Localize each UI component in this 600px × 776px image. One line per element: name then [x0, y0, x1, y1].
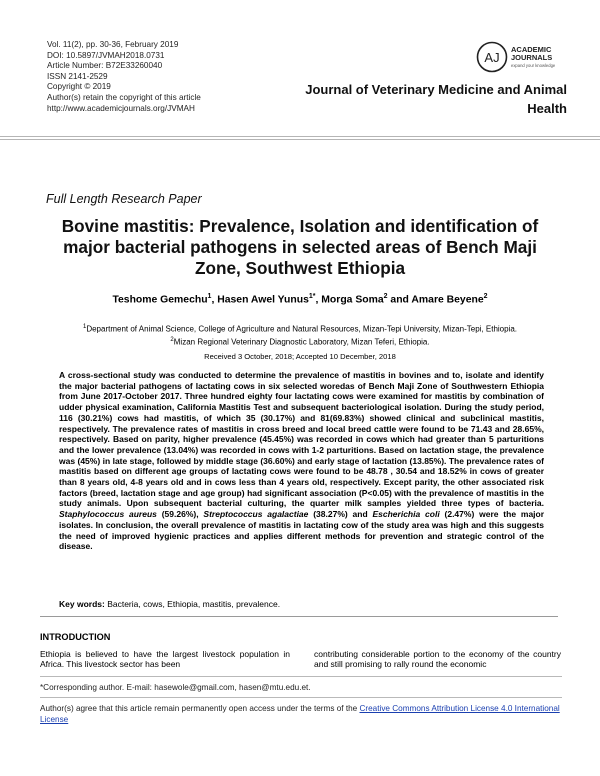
journal-title: Journal of Veterinary Medicine and Animal Health [305, 82, 567, 116]
keywords-list: Bacteria, cows, Ethiopia, mastitis, prevalence. [104, 599, 281, 609]
affiliation-mark: 1 [82, 324, 87, 330]
header-divider-1 [0, 136, 600, 137]
author-affiliation-mark: 1* [308, 293, 316, 300]
author-name: Teshome Gemechu [112, 294, 208, 306]
license-notice [40, 703, 562, 725]
footnote-divider [40, 676, 562, 677]
copyright: Copyright © 2019 [47, 82, 111, 92]
header-divider-2 [0, 139, 600, 140]
abstract-text: (2.47%) were the major isolates. In conclusion, the overall prevalence of mastitis in lactating cow of the study area was high and this suggests the need of improved hygienic practices and applies different methods for prevention and strategic control of the disease. [59, 509, 545, 552]
affiliation-text: Mizan Regional Veterinary Diagnostic Laboratory, Mizan Teferi, Ethiopia. [173, 337, 430, 347]
abstract [59, 370, 544, 552]
logo-name-line1: ACADEMIC [511, 45, 552, 54]
author-affiliation-mark: 1 [207, 293, 212, 300]
author-name: Hasen Awel Yunus [217, 294, 309, 306]
author-name: Morga Soma [321, 294, 384, 306]
body-column-left: Ethiopia is believed to have the largest livestock population in Africa. This livestock sector has been [40, 649, 290, 670]
author-separator: and [387, 294, 412, 306]
license-text: Author(s) agree that this article remain permanently open access under the terms of the [40, 704, 360, 713]
keywords-divider [40, 616, 558, 617]
logo-tagline: expand your knowledge [511, 63, 556, 68]
author-affiliation-mark: 2 [483, 293, 488, 300]
license-divider [40, 697, 562, 698]
affiliation-text: Department of Animal Science, College of Agriculture and Natural Resources, Mizan-Tepi University, Mizan-Tepi, Ethiopia. [86, 324, 518, 334]
body-column-right: contributing considerable portion to the economy of the country and still promising to rally round the economic [314, 649, 561, 670]
doi: DOI: 10.5897/JVMAH2018.0731 [47, 50, 165, 60]
affiliation-1 [0, 322, 600, 335]
issn: ISSN 2141-2529 [47, 71, 108, 81]
corresponding-author: *Corresponding author. E-mail: hasewole@gmail.com, hasen@mtu.edu.et. [40, 683, 311, 692]
abstract-text: (59.26%), [156, 509, 204, 520]
keywords [59, 599, 280, 609]
organism-name: Escherichia coli [372, 509, 440, 520]
article-title: Bovine mastitis: Prevalence, Isolation and identification of major bacterial pathogens in selected areas of Bench Maji Zone, Southwest Ethiopia [61, 216, 539, 278]
volume-info: Vol. 11(2), pp. 30-36, February 2019 [47, 40, 179, 49]
keywords-label: Key words: [59, 599, 105, 609]
organism-name: Streptococcus agalactiae [203, 509, 309, 520]
affiliation-mark: 2 [170, 336, 174, 343]
author-affiliation-mark: 2 [383, 293, 388, 300]
section-heading: INTRODUCTION [40, 632, 111, 642]
author-separator: , [315, 294, 322, 306]
copyright-notice: Author(s) retain the copyright of this article [47, 92, 201, 102]
abstract-text: (38.27%) and [308, 509, 373, 520]
logo-initials: AJ [484, 50, 500, 65]
license-link[interactable]: Creative Commons Attribution License 4.0 International License [40, 704, 560, 724]
academic-journals-logo [475, 40, 585, 74]
author-name: Amare Beyene [411, 294, 484, 306]
journal-url[interactable]: http://www.academicjournals.org/JVMAH [47, 103, 195, 113]
article-number: Article Number: B72E33260040 [47, 61, 163, 71]
author-separator: , [211, 294, 218, 306]
received-accepted-dates: Received 3 October, 2018; Accepted 10 December, 2018 [204, 352, 396, 361]
article-metadata [47, 40, 201, 114]
abstract-text: A cross-sectional study was conducted to determine the prevalence of mastitis in bovines and to, isolate and identify the major bacterial pathogens of lactating cows in six selected woredas of Bench Maji Zone of Southwestern Ethiopia from June 2017-October 2017. Three hundred eighty four lactating cows were examined for mastitis by combination of udder physical examination, California Mastitis Test and subsequent bacteriological isolation. During the study period, 116 (30.21%) cows had mastitis, of which 35 (30.17%) and 81(69.83%) showed clinical and subclinical mastitis, respectively. The prevalence rates of mastitis in cross breed and local breed cattle were found to be 71.43 and 28.65%, respectively. Based on parity, higher prevalence (45.45%) was recorded in cows which had greater than 5 parturitions and the lower prevalence (13.04%) was recorded in cows with 1-2 parturitions. Based on lactation stage, the prevalence was (45%) in late stage, followed by middle stage (36.60%) and early stage of lactation (13.85%). The prevalence rates of mastitis based on different age groups of lactating cows were found to be 48.78 , 30.54 and 18.52% in cows of greater than 8 years old, 4-8 years old and in cows less than 4 years old, respectively. Except parity, the other associated risk factors (breed, lactation stage and age group) had significant association (P<0.05) with the prevalence of mastitis in the study animals. Upon subsequent bacterial culturing, the quarter milk samples yielded three types of bacteria. [59, 370, 544, 509]
organism-name: Staphylococcus aureus [59, 509, 157, 520]
affiliations [0, 322, 600, 347]
logo-name-line2: JOURNALS [511, 53, 553, 62]
author-list [0, 293, 600, 305]
article-type: Full Length Research Paper [46, 192, 202, 206]
affiliation-2 [0, 335, 600, 348]
